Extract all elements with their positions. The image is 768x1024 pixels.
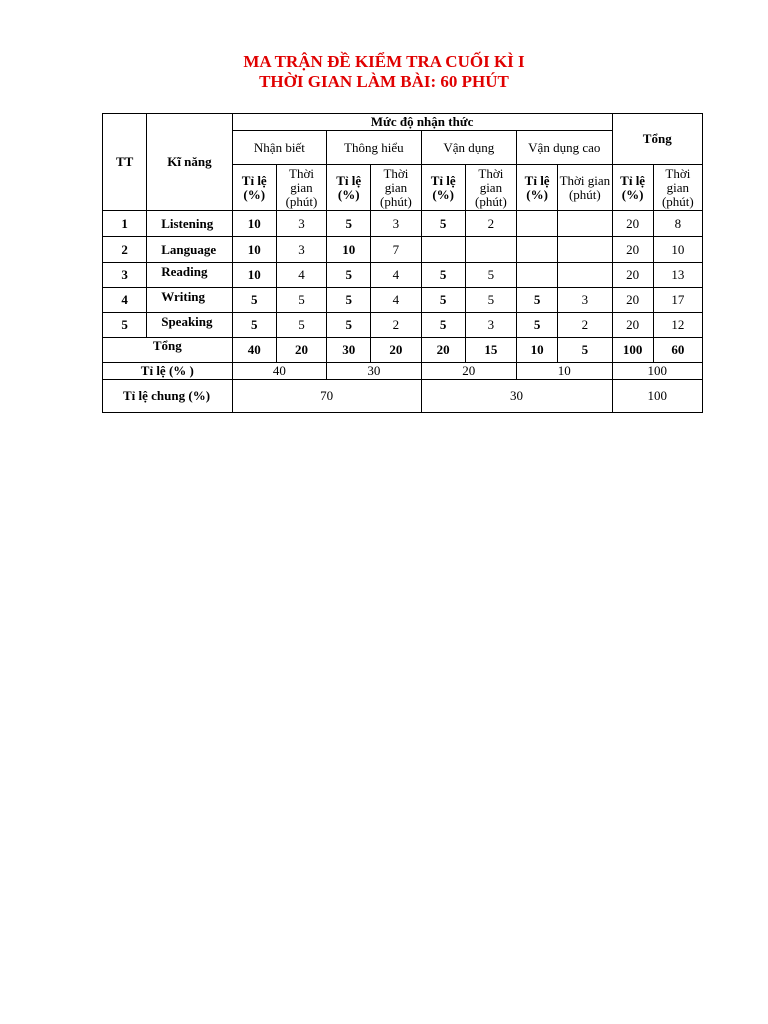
sum-row	[103, 338, 703, 363]
sum-cell: 5	[558, 338, 612, 363]
cell-time: 5	[465, 263, 516, 288]
header-row-1	[103, 114, 703, 131]
cell-ratio: 5	[517, 313, 558, 338]
cell-time: 2	[465, 211, 516, 237]
sum-cell: 30	[327, 338, 371, 363]
cell-ratio: 10	[232, 211, 276, 237]
cell-total-time: 12	[653, 313, 702, 338]
header-skill: Kĩ năng	[147, 114, 232, 211]
cell-time	[558, 211, 612, 237]
cell-ratio: 10	[232, 237, 276, 263]
cell-total-time: 10	[653, 237, 702, 263]
common-row	[103, 380, 703, 413]
common-value: 30	[421, 380, 612, 413]
cell-time: 3	[276, 237, 326, 263]
table-row	[103, 211, 703, 237]
cell-ratio: 5	[421, 263, 465, 288]
cell-ratio: 5	[327, 288, 371, 313]
cell-ratio: 5	[327, 313, 371, 338]
cell-total-ratio: 20	[612, 313, 653, 338]
row-tt: 4	[103, 288, 147, 313]
cell-total-ratio: 20	[612, 211, 653, 237]
cell-time: 2	[558, 313, 612, 338]
cell-time: 5	[276, 313, 326, 338]
sub-time: Thời gian (phút)	[653, 165, 702, 211]
ratio-value: 30	[327, 363, 421, 380]
table-row	[103, 313, 703, 338]
ratio-value: 40	[232, 363, 326, 380]
cell-time: 3	[371, 211, 421, 237]
cell-ratio: 5	[232, 313, 276, 338]
cell-ratio: 5	[421, 211, 465, 237]
row-skill: Writing	[147, 288, 232, 313]
ratio-value: 20	[421, 363, 516, 380]
sum-label: Tổng	[103, 338, 233, 363]
cell-time: 3	[276, 211, 326, 237]
cell-total-ratio: 20	[612, 263, 653, 288]
row-skill: Speaking	[147, 313, 232, 338]
sub-time: Thời gian (phút)	[558, 165, 612, 211]
sub-ratio: Tỉ lệ (%)	[421, 165, 465, 211]
sub-ratio: Tỉ lệ (%)	[327, 165, 371, 211]
sub-time: Thời gian (phút)	[276, 165, 326, 211]
cell-time: 3	[465, 313, 516, 338]
cell-time	[558, 237, 612, 263]
common-label: Tỉ lệ chung (%)	[103, 380, 233, 413]
cell-ratio: 10	[327, 237, 371, 263]
cell-time	[558, 263, 612, 288]
common-total: 100	[612, 380, 702, 413]
cell-time: 4	[371, 263, 421, 288]
ratio-row	[103, 363, 703, 380]
title-line-2: THỜI GIAN LÀM BÀI: 60 PHÚT	[259, 72, 509, 91]
sum-cell: 20	[421, 338, 465, 363]
row-skill: Reading	[147, 263, 232, 288]
cell-ratio: 10	[232, 263, 276, 288]
sum-cell: 20	[371, 338, 421, 363]
header-tt: TT	[103, 114, 147, 211]
cell-ratio	[517, 211, 558, 237]
table-row	[103, 288, 703, 313]
sum-cell: 10	[517, 338, 558, 363]
header-level-2: Thông hiểu	[327, 131, 421, 165]
sum-cell: 40	[232, 338, 276, 363]
sub-time: Thời gian (phút)	[371, 165, 421, 211]
cell-ratio: 5	[327, 211, 371, 237]
header-level-4: Vận dụng cao	[517, 131, 613, 165]
sub-ratio: Tỉ lệ (%)	[612, 165, 653, 211]
sub-ratio: Tỉ lệ (%)	[232, 165, 276, 211]
row-skill: Listening	[147, 211, 232, 237]
cell-time: 4	[371, 288, 421, 313]
row-tt: 1	[103, 211, 147, 237]
common-value: 70	[232, 380, 421, 413]
header-total: Tổng	[612, 114, 702, 165]
cell-ratio: 5	[327, 263, 371, 288]
cell-time: 5	[465, 288, 516, 313]
cell-ratio: 5	[421, 313, 465, 338]
header-level-1: Nhận biết	[232, 131, 326, 165]
cell-ratio	[517, 263, 558, 288]
sub-ratio: Tỉ lệ (%)	[517, 165, 558, 211]
cell-time: 7	[371, 237, 421, 263]
sum-total-ratio: 100	[612, 338, 653, 363]
cell-total-time: 13	[653, 263, 702, 288]
cell-ratio: 5	[232, 288, 276, 313]
ratio-value: 10	[517, 363, 613, 380]
cell-ratio: 5	[517, 288, 558, 313]
cell-total-time: 8	[653, 211, 702, 237]
cell-total-ratio: 20	[612, 237, 653, 263]
row-tt: 5	[103, 313, 147, 338]
header-level-3: Vận dụng	[421, 131, 516, 165]
table-row	[103, 237, 703, 263]
header-level-group: Mức độ nhận thức	[232, 114, 612, 131]
sum-cell: 20	[276, 338, 326, 363]
exam-matrix-table	[102, 113, 703, 413]
sum-total-time: 60	[653, 338, 702, 363]
title-line-1: MA TRẬN ĐỀ KIỂM TRA CUỐI KÌ I	[243, 52, 525, 71]
cell-time: 3	[558, 288, 612, 313]
cell-time: 5	[276, 288, 326, 313]
cell-ratio	[421, 237, 465, 263]
row-tt: 3	[103, 263, 147, 288]
cell-time	[465, 237, 516, 263]
cell-time: 2	[371, 313, 421, 338]
page-title	[0, 52, 768, 92]
cell-time: 4	[276, 263, 326, 288]
cell-ratio: 5	[421, 288, 465, 313]
sum-cell: 15	[465, 338, 516, 363]
sub-time: Thời gian (phút)	[465, 165, 516, 211]
ratio-total: 100	[612, 363, 702, 380]
row-skill: Language	[147, 237, 232, 263]
cell-total-ratio: 20	[612, 288, 653, 313]
row-tt: 2	[103, 237, 147, 263]
ratio-label: Tỉ lệ (% )	[103, 363, 233, 380]
table-row	[103, 263, 703, 288]
cell-total-time: 17	[653, 288, 702, 313]
cell-ratio	[517, 237, 558, 263]
